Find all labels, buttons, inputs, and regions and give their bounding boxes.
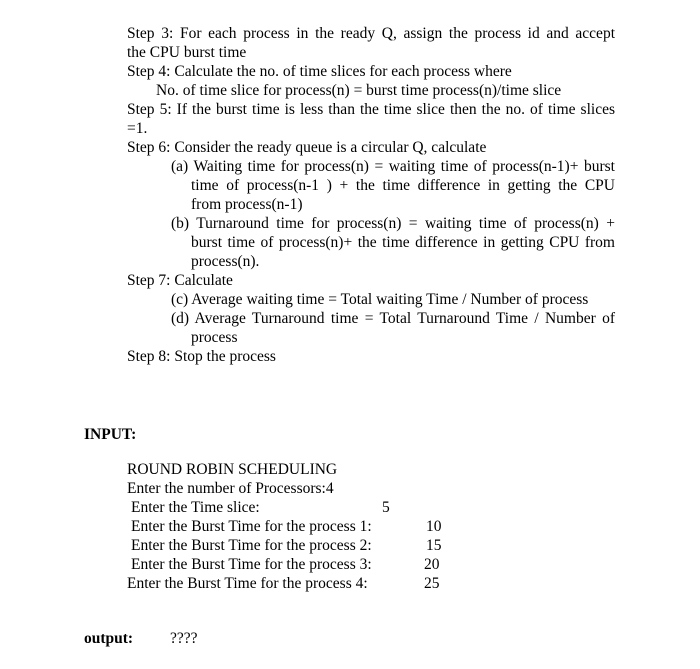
step5-line2: =1. xyxy=(127,120,148,137)
burst-value-2: 15 xyxy=(426,537,442,554)
step7d-line1: (d) Average Turnaround time = Total Turnaround Time / Number of xyxy=(171,310,615,327)
step6a-line2: time of process(n-1 ) + the time difference in getting the CPU xyxy=(191,177,615,194)
step6b-line1: (b) Turnaround time for process(n) = waiting time of process(n) + xyxy=(171,215,615,232)
step5-line1: Step 5: If the burst time is less than the time slice then the no. of time slices xyxy=(127,101,615,118)
time-slice-value: 5 xyxy=(382,499,390,516)
program-title: ROUND ROBIN SCHEDULING xyxy=(127,461,338,478)
burst-value-4: 25 xyxy=(424,575,440,592)
step3-line2: the CPU burst time xyxy=(127,44,247,61)
num-processors-prompt: Enter the number of Processors:4 xyxy=(127,480,334,497)
step7c-line1: (c) Average waiting time = Total waiting Time / Number of process xyxy=(171,291,589,308)
burst-value-1: 10 xyxy=(426,518,442,535)
burst-prompt-4: Enter the Burst Time for the process 4: xyxy=(127,575,368,592)
burst-value-3: 20 xyxy=(424,556,440,573)
burst-prompt-2: Enter the Burst Time for the process 2: xyxy=(131,537,372,554)
burst-prompt-1: Enter the Burst Time for the process 1: xyxy=(131,518,372,535)
step3-line1: Step 3: For each process in the ready Q, assign the process id and accept xyxy=(127,25,615,42)
step7d-line2: process xyxy=(191,329,238,346)
burst-prompt-3: Enter the Burst Time for the process 3: xyxy=(131,556,372,573)
step6a-line3: from process(n-1) xyxy=(191,196,303,213)
output-label: output: xyxy=(84,630,134,647)
step7-line1: Step 7: Calculate xyxy=(127,272,233,289)
output-value: ???? xyxy=(170,630,198,647)
step6a-line1: (a) Waiting time for process(n) = waiting time of process(n-1)+ burst xyxy=(171,158,615,175)
input-heading: INPUT: xyxy=(84,426,137,443)
step4-line1: Step 4: Calculate the no. of time slices for each process where xyxy=(127,63,512,80)
step4-formula: No. of time slice for process(n) = burst time process(n)/time slice xyxy=(156,82,562,99)
step6b-line2: burst time of process(n)+ the time difference in getting CPU from xyxy=(191,234,615,251)
step8-line1: Step 8: Stop the process xyxy=(127,348,276,365)
step6-line1: Step 6: Consider the ready queue is a circular Q, calculate xyxy=(127,139,487,156)
step6b-line3: process(n). xyxy=(191,253,260,270)
time-slice-prompt: Enter the Time slice: xyxy=(131,499,260,516)
